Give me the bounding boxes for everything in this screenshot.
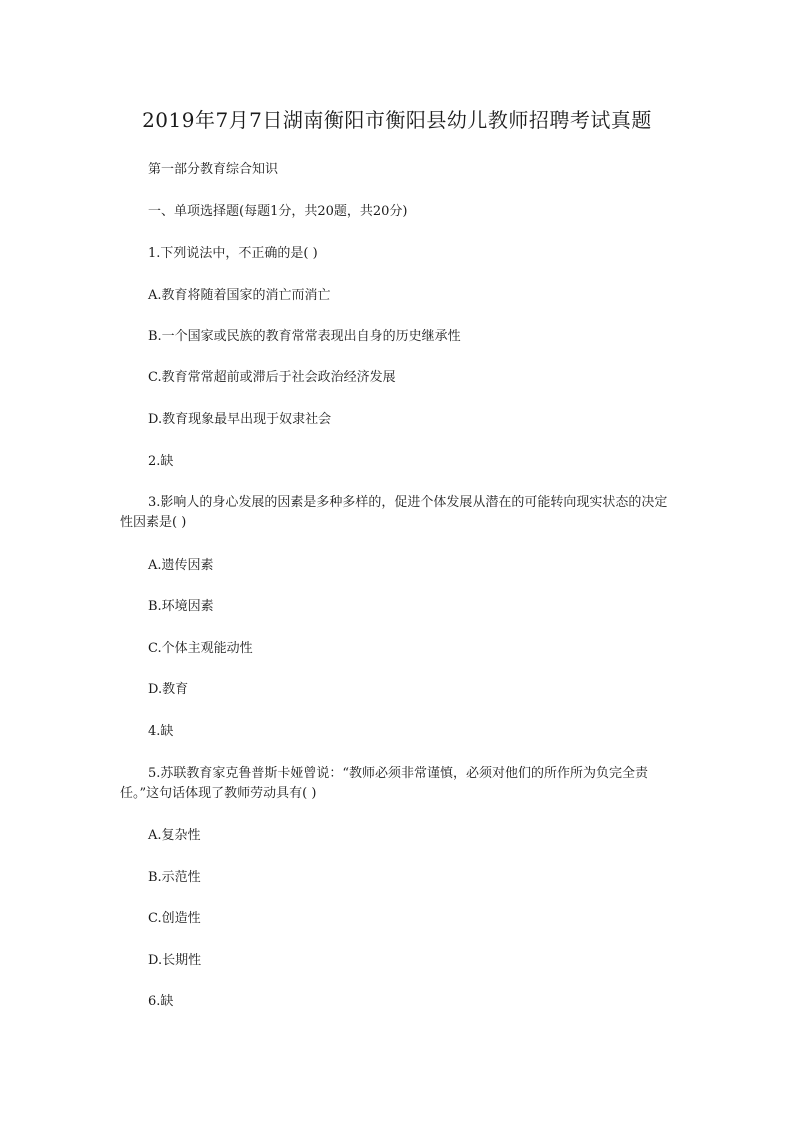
- q3-option-b: B.环境因素: [148, 599, 214, 614]
- question-5: 5.苏联教育家克鲁普斯卡娅曾说：“教师必须非常谨慎，必须对他们的所作所为负完全责任。”这句话体现了教师劳动具有( ): [120, 766, 649, 801]
- q5-option-d: D.长期性: [148, 953, 202, 968]
- q3-option-d: D.教育: [148, 682, 189, 697]
- q1-option-d: D.教育现象最早出现于奴隶社会: [148, 412, 332, 427]
- section-heading: 一、单项选择题(每题1分，共20题，共20分): [148, 204, 408, 219]
- question-2: 2.缺: [148, 454, 174, 469]
- q3-option-a: A.遗传因素: [148, 558, 214, 573]
- part-heading: 第一部分教育综合知识: [148, 162, 279, 177]
- q1-option-c: C.教育常常超前或滞后于社会政治经济发展: [148, 370, 396, 385]
- question-6: 6.缺: [148, 994, 174, 1009]
- question-4: 4.缺: [148, 724, 174, 739]
- document-title: 2019年7月7日湖南衡阳市衡阳县幼儿教师招聘考试真题: [142, 108, 652, 132]
- q5-option-c: C.创造性: [148, 911, 201, 926]
- q3-option-c: C.个体主观能动性: [148, 641, 253, 656]
- q5-option-b: B.示范性: [148, 870, 201, 885]
- q1-option-a: A.教育将随着国家的消亡而消亡: [148, 288, 331, 303]
- q5-option-a: A.复杂性: [148, 828, 201, 843]
- q1-option-b: B.一个国家或民族的教育常常表现出自身的历史继承性: [148, 329, 461, 344]
- question-3: 3.影响人的身心发展的因素是多种多样的，促进个体发展从潜在的可能转向现实状态的决定性因素是( ): [120, 495, 668, 530]
- question-1: 1.下列说法中，不正确的是( ): [148, 246, 318, 261]
